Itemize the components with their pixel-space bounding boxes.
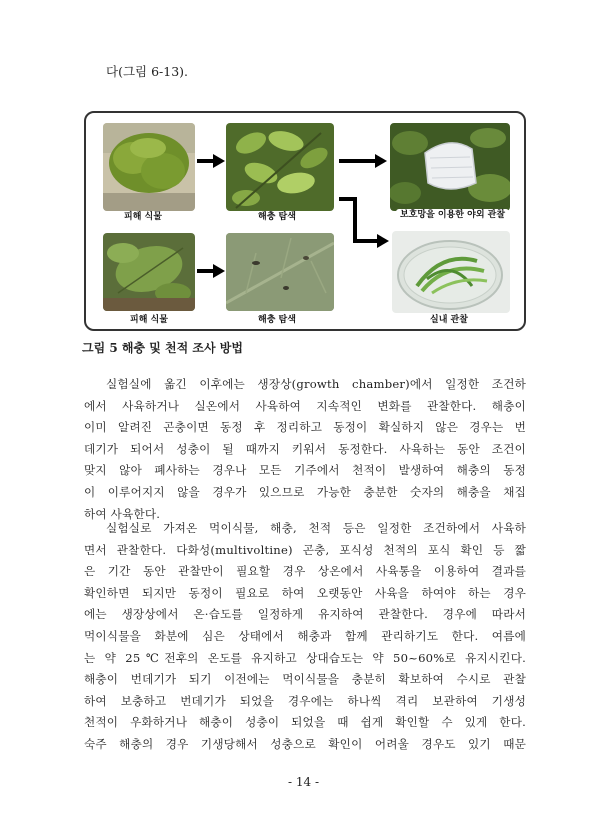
photo-damaged-plant-bottom bbox=[103, 233, 195, 311]
label-pest-search-top: 해충 탐색 bbox=[254, 211, 300, 224]
paragraph-line: 해충이 번데기가 되기 이전에는 먹이식물을 충분히 확보하여 수시로 관찰 bbox=[84, 672, 526, 687]
arrow-right-icon bbox=[197, 154, 225, 168]
paragraph-line: 맞지 않아 폐사하는 경우나 모든 기주에서 천적이 발생하여 해충의 동정 bbox=[84, 463, 526, 478]
label-field-observation: 보호망을 이용한 야외 관찰 bbox=[396, 209, 509, 222]
paragraph-line: 데기가 되어서 성충이 될 때까지 키워서 동정한다. 사육하는 동안 조건이 bbox=[84, 441, 526, 456]
paragraph-line: 면서 관찰한다. 다화성(multivoltine) 곤충, 포식성 천적의 포식 확인 등 짧 bbox=[84, 542, 526, 557]
label-damaged-plant-top: 피해 식물 bbox=[120, 211, 166, 224]
label-damaged-plant-bottom: 피해 식물 bbox=[126, 314, 172, 327]
photo-field-observation bbox=[390, 123, 510, 211]
paragraph-line: 이미 알려진 곤충이면 동정 후 정리하고 동정이 확실하지 않은 경우는 번 bbox=[84, 420, 526, 435]
photo-damaged-plant-top bbox=[103, 123, 195, 211]
intro-line: 다(그림 6-13). bbox=[106, 64, 189, 79]
paragraph-line: 먹이식물을 화분에 심은 상태에서 해충과 함께 관리하기도 한다. 여름에 bbox=[84, 628, 526, 643]
paragraph-line: 실험실로 가져온 먹이식물, 해충, 천적 등은 일정한 조건하에서 사육하 bbox=[106, 521, 526, 535]
paragraph-line: 은 기간 동안 관찰만이 필요할 경우 상온에서 사육통을 이용하여 결과를 bbox=[84, 564, 526, 579]
arrow-elbow-icon bbox=[339, 195, 389, 253]
photo-pest-search-top bbox=[226, 123, 334, 211]
paragraph-1 bbox=[84, 374, 526, 525]
photo-pest-search-bottom bbox=[226, 233, 334, 311]
paragraph-line: 에서 사육하거나 실온에서 사육하여 지속적인 변화를 관찰한다. 해충이 bbox=[84, 398, 526, 413]
paragraph-line: 하여 사육한다. bbox=[84, 506, 161, 521]
paragraph-line: 이 이루어지지 않을 경우가 있으므로 가능한 충분한 숫자의 해충을 채집 bbox=[84, 484, 526, 499]
page-number: - 14 - bbox=[287, 775, 319, 789]
paragraph-line: 확인하면 되지만 동정이 필요로 하여 오랫동안 사육을 하여야 하는 경우 bbox=[84, 585, 526, 600]
paragraph-line: 숙주 해충의 경우 기생당해서 성충으로 확인이 어려울 경우도 있기 때문 bbox=[84, 736, 526, 751]
paragraph-line: 에는 생장상에서 온·습도를 일정하게 유지하여 관찰한다. 경우에 따라서 bbox=[84, 607, 526, 622]
paragraph-2 bbox=[84, 518, 526, 756]
photo-lab-observation bbox=[392, 231, 510, 313]
figure-caption: 그림 5 해충 및 천적 조사 방법 bbox=[82, 341, 243, 355]
figure-panel bbox=[84, 111, 526, 331]
paragraph-line: 실험실에 옮긴 이후에는 생장상(growth chamber)에서 일정한 조건하 bbox=[106, 377, 526, 391]
arrow-right-icon bbox=[197, 264, 225, 278]
label-pest-search-bottom: 해충 탐색 bbox=[254, 314, 300, 327]
arrow-right-icon bbox=[339, 154, 387, 168]
paragraph-line: 하여 보충하고 번데기가 되었을 경우에는 하나씩 격리 보관하여 기생성 bbox=[84, 693, 526, 708]
paragraph-line: 천적이 우화하거나 해충이 성충이 되었을 때 쉽게 확인할 수 있게 한다. bbox=[84, 715, 526, 730]
paragraph-line: 는 약 25℃전후의 온도를 유지하고 상대습도는 약 50~60%로 유지시킨다. bbox=[84, 650, 526, 665]
label-lab-observation: 실내 관찰 bbox=[426, 314, 472, 327]
